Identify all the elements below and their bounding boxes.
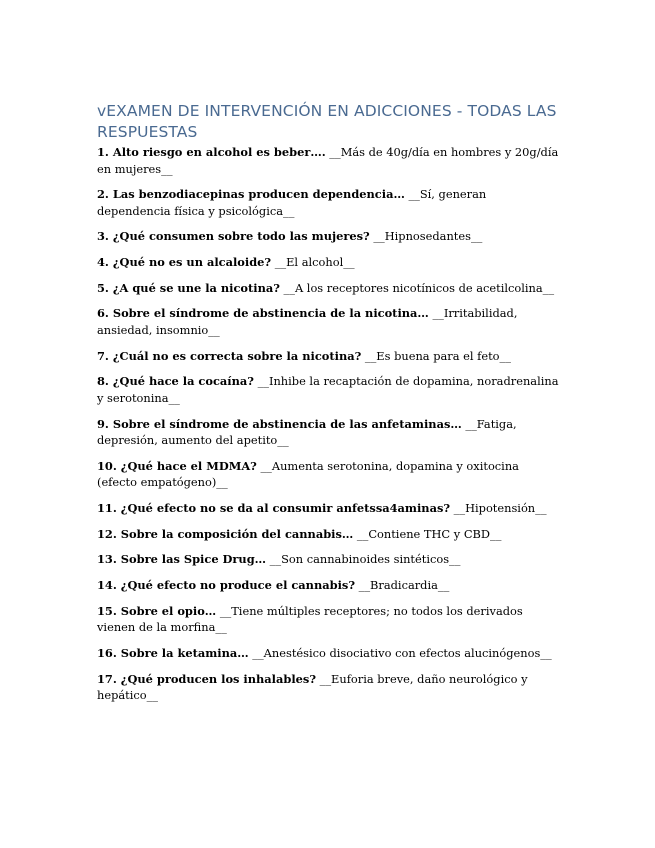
qa-item-15 xyxy=(97,603,559,636)
question-text: 1. Alto riesgo en alcohol es beber…. xyxy=(97,145,326,159)
qa-item-17 xyxy=(97,671,559,704)
answer-text: __Euforia breve, daño neurológico y hepático__ xyxy=(97,671,528,702)
question-text: 4. ¿Qué no es un alcaloide? xyxy=(97,255,272,270)
question-text: 14. ¿Qué efecto no produce el cannabis? xyxy=(97,577,356,592)
answer-text: __Son cannabinoides sintéticos__ xyxy=(266,552,461,567)
answer-text: __Contiene THC y CBD__ xyxy=(353,526,502,541)
question-text: 7. ¿Cuál no es correcta sobre la nicotina? xyxy=(97,348,362,363)
question-text: 17. ¿Qué producen los inhalables? xyxy=(97,671,317,686)
qa-item-6 xyxy=(97,305,559,338)
qa-item-16 xyxy=(97,645,559,662)
answer-text: __Fatiga, depresión, aumento del apetito__ xyxy=(97,416,517,447)
answer-text: __Anestésico disociativo con efectos alucinógenos__ xyxy=(248,645,552,660)
qa-item-2 xyxy=(97,186,559,219)
answer-text: __Es buena para el feto__ xyxy=(361,348,511,363)
document-title: vEXAMEN DE INTERVENCIÓN EN ADICCIONES - TODAS LAS RESPUESTAS xyxy=(97,102,557,141)
question-text: 9. Sobre el síndrome de abstinencia de las anfetaminas… xyxy=(97,416,462,431)
qa-item-4 xyxy=(97,254,559,271)
qa-item-8 xyxy=(97,373,559,406)
qa-item-7 xyxy=(97,348,559,365)
qa-item-13 xyxy=(97,551,559,568)
answer-text: __Tiene múltiples receptores; no todos los derivados vienen de la morfina__ xyxy=(97,603,523,635)
question-text: 12. Sobre la composición del cannabis… xyxy=(97,526,354,541)
qa-item-5 xyxy=(97,280,559,297)
answer-text: __El alcohol__ xyxy=(271,255,355,270)
question-text: 5. ¿A qué se une la nicotina? xyxy=(97,280,280,295)
answer-text: __Más de 40g/día en hombres y 20g/día en mujeres__ xyxy=(97,145,559,176)
question-text: 13. Sobre las Spice Drug… xyxy=(97,552,267,567)
document-page xyxy=(97,101,559,713)
qa-item-9 xyxy=(97,416,559,449)
qa-item-3 xyxy=(97,228,559,245)
question-text: 6. Sobre el síndrome de abstinencia de la nicotina… xyxy=(97,306,429,321)
answer-text: __Irritabilidad, ansiedad, insomnio__ xyxy=(97,306,518,337)
question-text: 16. Sobre la ketamina… xyxy=(97,645,249,660)
qa-item-12 xyxy=(97,526,559,543)
answer-text: __Bradicardia__ xyxy=(355,577,450,592)
question-text: 10. ¿Qué hace el MDMA? xyxy=(97,458,257,473)
answer-text: __Aumenta serotonina, dopamina y oxitocina (efecto empatógeno)__ xyxy=(97,458,519,490)
answer-text: __Hipotensión__ xyxy=(450,500,547,515)
qa-item-14 xyxy=(97,577,559,594)
question-text: 15. Sobre el opio… xyxy=(97,603,217,618)
qa-item-10 xyxy=(97,458,559,491)
question-text: 2. Las benzodiacepinas producen dependencia… xyxy=(97,187,405,202)
qa-item-11 xyxy=(97,500,559,517)
answer-text: __Hipnosedantes__ xyxy=(369,229,483,244)
answer-text: __A los receptores nicotínicos de acetilcolina__ xyxy=(279,280,555,295)
answer-text: __Inhibe la recaptación de dopamina, noradrenalina y serotonina__ xyxy=(97,374,559,405)
question-text: 8. ¿Qué hace la cocaína? xyxy=(97,374,254,389)
question-text: 11. ¿Qué efecto no se da al consumir anfetssa4aminas? xyxy=(97,500,451,515)
question-text: 3. ¿Qué consumen sobre todo las mujeres? xyxy=(97,229,370,244)
answer-text: __Sí, generan dependencia física y psicológica__ xyxy=(97,187,487,218)
qa-item-1 xyxy=(97,144,559,177)
